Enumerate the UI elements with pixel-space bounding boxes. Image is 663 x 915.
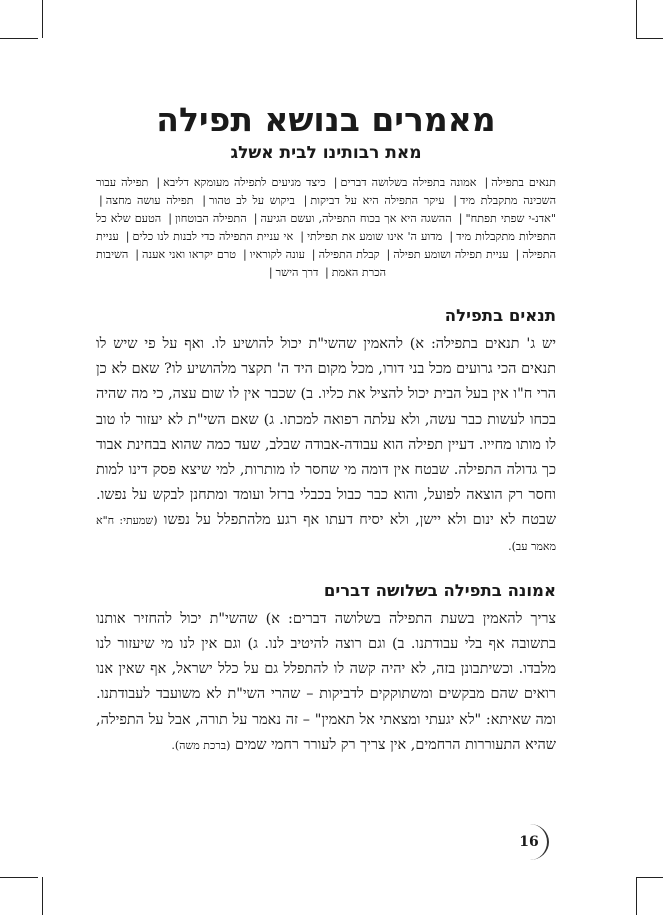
page-title: מאמרים בנושא תפילה — [156, 100, 496, 139]
section-heading: אמונה בתפילה בשלושה דברים — [323, 580, 556, 600]
section-text: יש ג' תנאים בתפילה: א) להאמין שהשי"ת יכול להושיע לו. ואף על פי שיש לו תנאים הכי גרועים מכל בני דורו, מכל מקום היד ה' תקצר מלהושיע לו? שאם לא כן הרי ח"ו אין בעל הבית יכול להציל את כליו. ב) שכבר אין לו שום עצה, כי מה שהיה בכחו לעשות כבר עשה, ולא עלתה רפואה למכתו. ג) שאם השי"ת לא יעזור לו טוב לו מותו מחייו. דעיין תפילה הוא עבודה-אבודה שבלב, שעד כמה שהוא בבחינת אבוד כך גדולה התפילה. שבטח אין דומה מי שחסר לו מותרות, למי שיצא פסק דינו למות וחסר רק הוצאה לפועל, והוא כבר כבול בכבלי ברזל ועומד ומתחנן לבקש על נפשו. שבטח לא ינום ולא יישן, ולא יסיח דעתו אף רגע מלהתפלל על נפשו — [96, 336, 557, 529]
toc-item[interactable]: עונה לקוראיו — [249, 248, 305, 261]
crop-mark — [636, 877, 637, 915]
crop-mark — [0, 38, 38, 39]
section-source: (שמעתי: ח"א מאמר עב). — [96, 514, 556, 553]
crop-mark — [636, 0, 637, 38]
toc-item[interactable]: קבלת התפילה — [318, 248, 380, 261]
toc-item[interactable]: תפילה עושה מחצה — [105, 194, 194, 207]
page-number: 16 — [511, 824, 549, 860]
toc-item[interactable]: מדוע ה' אינו שומע את תפילתי — [307, 230, 443, 243]
section-source: (ברכת משה). — [171, 738, 231, 752]
section-body — [96, 332, 556, 559]
section-heading: תנאים בתפילה — [444, 306, 556, 325]
crop-mark — [42, 0, 43, 38]
table-of-contents: תנאים בתפילה| אמונה בתפילה בשלושה דברים| כיצד מגיעים לתפילה מעומקא דליבא| תפילה עבור השכינה מתקבלת מיד| עיקר התפילה היא על דביקות| ביקוש על לב טהור| תפילה עושה מחצה| "אדנ-י שפתי תפתח"| ההשגה היא אך בכוח התפילה, ועשם הגיעה| התפילה הבוטחון| הטעם שלא כל התפילות מתקבלות מיד| מדוע ה' אינו שומע את תפילתי| אי עניית התפילה כדי לבנות לנו כלים| עניית התפילה| עניית תפילה ושומע תפילה| קבלת התפילה| עונה לקוראיו| טרם יקראו ואני אענה| השיבות הכרת האמת| דרך הישר| — [96, 176, 557, 279]
section-text: צריך להאמין בשעת התפילה בשלושה דברים: א) שהשי"ת יכול להחזיר אותנו בתשובה אף בלי עבודתנו. ב) וגם רוצה להיטיב לנו. ג) וגם אין לנו מי שיעזור לנו מלבדו. וכשיתבונן בזה, לא יהיה קשה לו להתפלל גם על כלל ישראל, אף שאין אנו רואים שהם מבקשים ומשתוקקים לדביקות – שהרי השי"ת לא משועבד לעבודתנו. ומה שאיתא: "לא יגעתי ומצאתי אל תאמין" – זה נאמר על תורה, אבל על התפילה, שהיא התעוררות הרחמים, אין צריך רק לעורר רחמי שמים — [96, 610, 556, 753]
toc-item[interactable]: ביקוש על לב טהור — [209, 194, 295, 207]
crop-mark — [636, 38, 663, 39]
page-subtitle: מאת רבותינו לבית אשלג — [230, 143, 422, 163]
toc-item[interactable]: תפילה עבור השכינה מתקבלת מיד — [96, 176, 557, 207]
toc-item[interactable]: עיקר התפילה היא על דביקות — [310, 194, 445, 207]
toc-item[interactable]: עניית התפילה — [96, 230, 557, 261]
page-content — [96, 100, 556, 778]
crop-mark — [0, 877, 38, 878]
toc-item[interactable]: טרם יקראו ואני אענה — [142, 248, 237, 261]
toc-item[interactable]: ההשגה היא אך בכוח התפילה, ועשם הגיעה — [260, 212, 452, 225]
toc-item[interactable]: דרך הישר — [275, 266, 319, 279]
crop-mark — [42, 877, 43, 915]
toc-item[interactable]: "אדנ-י שפתי תפתח" — [465, 212, 557, 225]
toc-item[interactable]: אי עניית התפילה כדי לבנות לנו כלים — [132, 230, 294, 243]
toc-item[interactable]: אמונה בתפילה בשלושה דברים — [340, 176, 477, 189]
section-body — [96, 607, 556, 758]
toc-item[interactable]: עניית תפילה ושומע תפילה — [393, 248, 509, 261]
toc-item[interactable]: כיצד מגיעים לתפילה מעומקא דליבא — [163, 176, 326, 189]
crop-mark — [636, 877, 663, 878]
toc-item[interactable]: הטעם שלא כל התפילות מתקבלות מיד — [96, 212, 556, 243]
toc-item[interactable]: התפילה הבוטחון — [175, 212, 247, 225]
toc-item[interactable]: השיבות הכרת האמת — [96, 248, 387, 279]
toc-item[interactable]: תנאים בתפילה — [491, 176, 556, 189]
